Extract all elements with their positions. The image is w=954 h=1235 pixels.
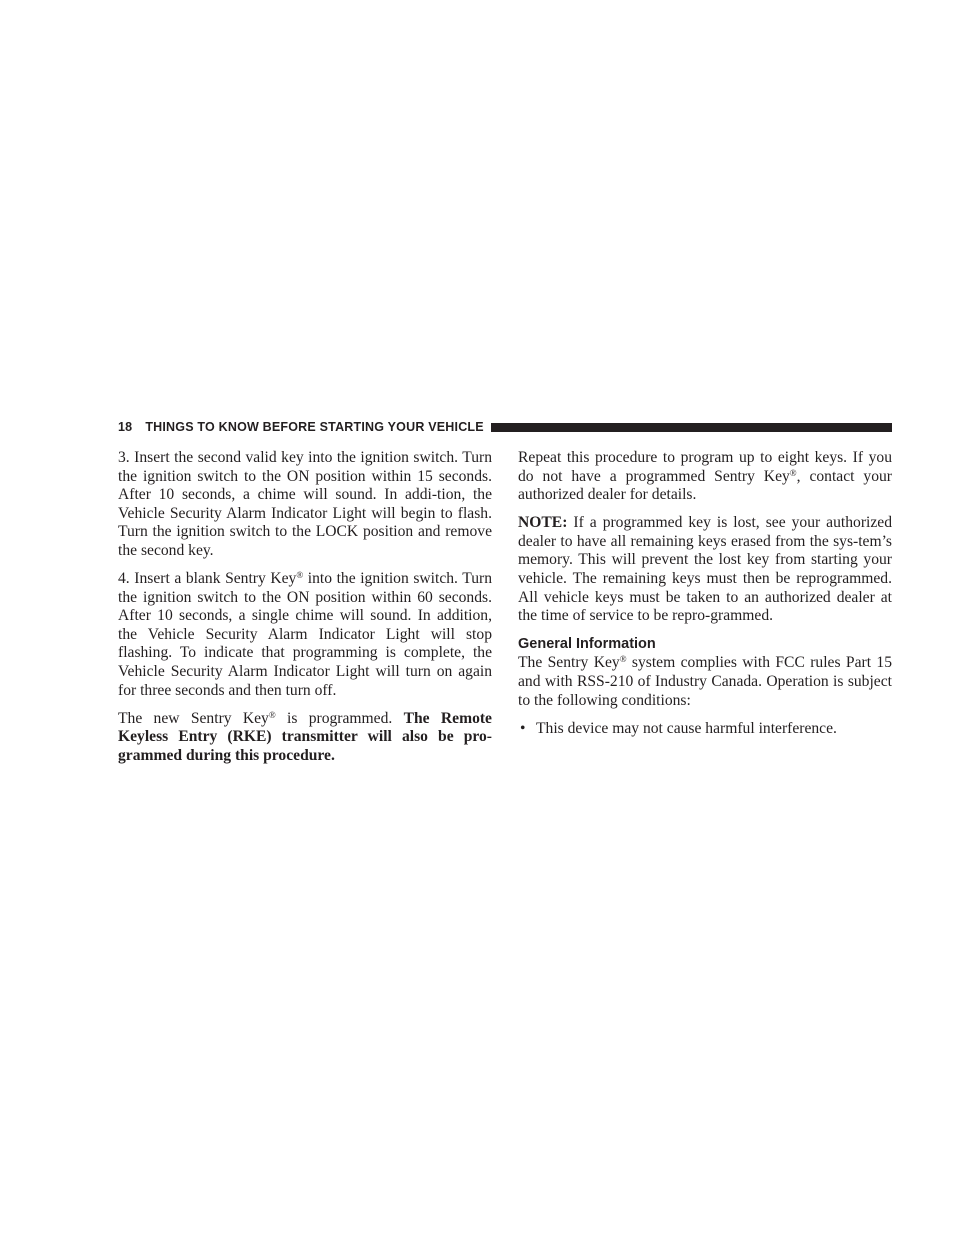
rke-note-bold: The Remote Keyless Entry (RKE) transmitter will also be pro-grammed during this procedure.	[118, 709, 492, 764]
list-item: • This device may not cause harmful interference.	[520, 719, 837, 737]
registered-mark: ®	[268, 709, 276, 720]
conditions-list	[518, 720, 892, 739]
registered-mark: ®	[619, 654, 627, 665]
left-column	[118, 449, 492, 775]
registered-mark: ®	[789, 467, 797, 478]
general-information-heading: General Information	[518, 636, 656, 653]
bullet-icon: •	[520, 719, 526, 737]
step-4-paragraph: 4. Insert a blank Sentry Key® into the ignition switch. Turn the ignition switch to the ON position within 60 seconds. After 10 seconds, a single chime will sound. In addition, the Vehicle Security Alarm Indicator Light will stop flashing. To indicate that programming is complete, the Vehicle Security Alarm Indicator Light will turn on again for three seconds and then turn off.	[118, 570, 492, 699]
note-label: NOTE:	[518, 514, 568, 532]
header-rule	[491, 423, 892, 432]
step-3-paragraph: 3. Insert the second valid key into the ignition switch. Turn the ignition switch to the ON position within 15 seconds. After 10 seconds, a chime will sound. In addi-tion, the Vehicle Security Alarm Indicator Light will begin to flash. Turn the ignition switch to the LOCK position and remove the second key.	[118, 449, 492, 559]
page-header	[118, 418, 892, 436]
page-number: 18	[118, 420, 133, 434]
registered-mark: ®	[296, 570, 304, 581]
general-information-paragraph: The Sentry Key® system complies with FCC rules Part 15 and with RSS-210 of Industry Canada. Operation is subject to the following conditions:	[518, 654, 892, 709]
repeat-paragraph: Repeat this procedure to program up to eight keys. If you do not have a programmed Sentry Key®, contact your authorized dealer for details.	[518, 449, 892, 504]
right-column	[518, 449, 892, 738]
note-paragraph: NOTE: If a programmed key is lost, see your authorized dealer to have all remaining keys erased from the sys-tem’s memory. This will prevent the lost key from starting your vehicle. The remaining keys must then be reprogrammed. All vehicle keys must be taken to an authorized dealer at the time of service to be repro-grammed.	[518, 514, 892, 625]
programmed-paragraph: The new Sentry Key® is programmed. The Remote Keyless Entry (RKE) transmitter will also be pro-grammed during this procedure.	[118, 709, 492, 764]
section-title: THINGS TO KNOW BEFORE STARTING YOUR VEHICLE	[145, 420, 484, 434]
